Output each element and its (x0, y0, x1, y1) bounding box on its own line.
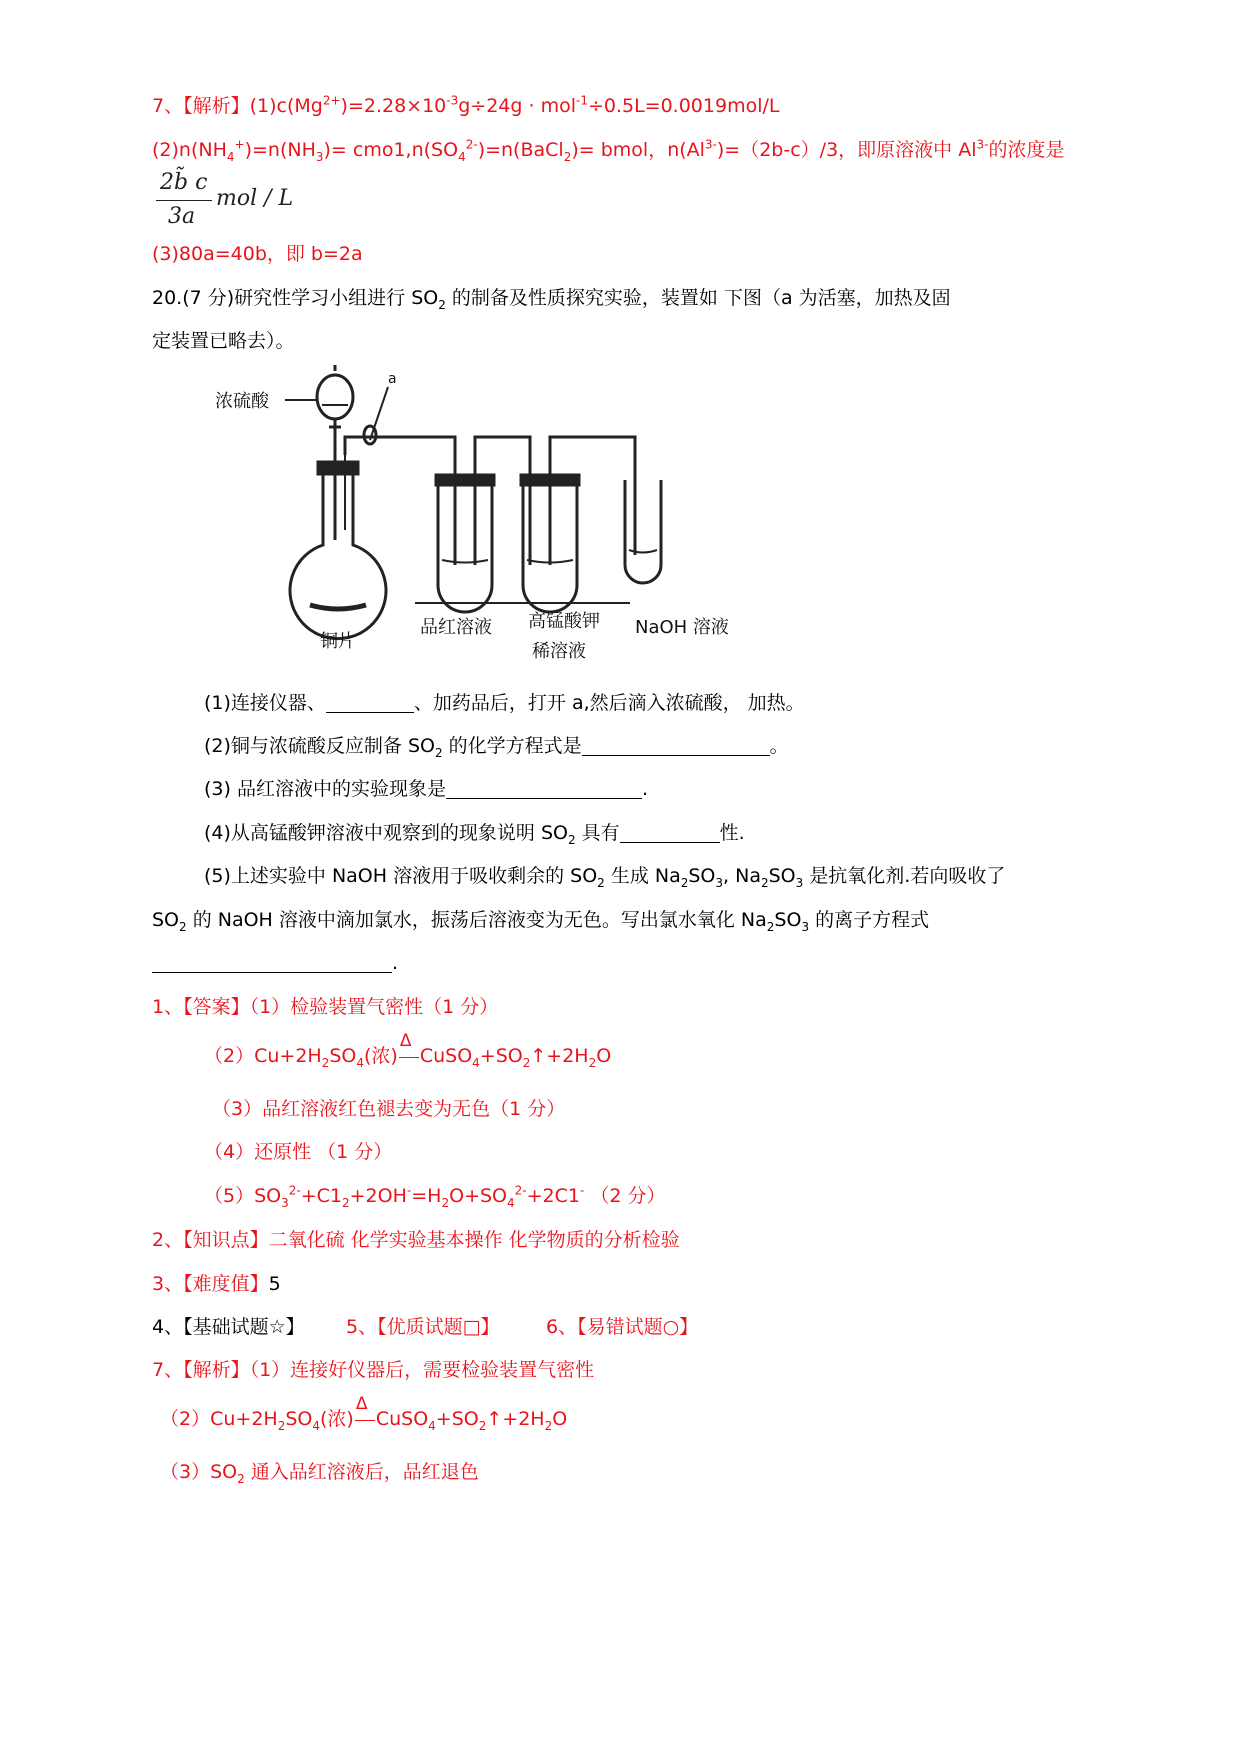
sub-question-1: (1)连接仪器、 、加药品后，打开 a,然后滴入浓硫酸， 加热。 (204, 692, 805, 714)
question-stem-line-2: 定装置已略去）。 (152, 330, 295, 352)
heating-arrow-2: Δ (354, 1406, 376, 1432)
error-prone-question-tag: 6、【易错试题○】 (546, 1316, 699, 1338)
funnel-bulb (317, 375, 353, 419)
explanation-1: 7、【解析】（1）连接好仪器后，需要检验装置气密性 (152, 1359, 595, 1381)
label-kmno4-1: 高锰酸钾 (528, 611, 600, 632)
label-pinhong: 品红溶液 (420, 617, 492, 638)
basic-question-tag: 4、【基础试题☆】 (152, 1316, 305, 1338)
sub-question-5-line-2: $SO_2$ 的 NaOH 溶液中滴加氯水，振荡后溶液变为无色。写出氯水氧化 $Na_2SO_3$ 的离子方程式 (152, 909, 930, 934)
prev-analysis-line-3: (3)80a=40b，即 b=2a (152, 243, 363, 265)
apparatus-figure (210, 365, 770, 665)
answer-2: $(2)Cu+2H_2SO_4$(浓) Δ $CuSO_4+SO_2↑+2H_2O$ (204, 1031, 612, 1070)
sub-question-3: (3) 品红溶液中的实验现象是 . (204, 778, 649, 800)
answer-blank-3[interactable] (446, 778, 642, 799)
difficulty: 3、【难度值】5 (152, 1273, 281, 1295)
explanation-2: $(2)Cu+2H_2SO_4$(浓) Δ $CuSO_4+SO_2↑+2H_2O$ (160, 1394, 568, 1433)
prev-analysis-line-2: $(2)n(NH_4^+)=n(NH_3)=$ $cmo1,n(SO_4^{2-})=n(BaCl_2)=$ bmol，$n(Al^{3-})=(2b-c)/3$，即原溶液中 $Al^{3-}$的浓度是 (152, 137, 1065, 164)
test-tube-naoh (625, 480, 661, 583)
answer-blank-2[interactable] (582, 735, 770, 756)
sub-question-5-line-1: (5)上述实验中 NaOH 溶液用于吸收剩余的 $SO_2$ 生成 $Na_2SO_3$, $Na_2SO_3$ 是抗氧化剂.若向吸收了 (204, 865, 1006, 890)
question-stem-line-1: 20.(7 分)研究性学习小组进行 $SO_2$ 的制备及性质探究实验，装置如 下图（a 为活塞，加热及固 (152, 287, 951, 312)
quality-question-tag: 5、【优质试题□】 (346, 1316, 500, 1338)
answer-3: （3）品红溶液红色褪去变为无色（1 分） (212, 1098, 566, 1120)
knowledge-points: 2、【知识点】二氧化硫 化学实验基本操作 化学物质的分析检验 (152, 1229, 680, 1251)
sub-question-5-line-3: . (152, 950, 398, 976)
answer-1: 1、【答案】（1）检验装置气密性（1 分） (152, 996, 499, 1018)
fraction-numerator: 2b̃ c (160, 170, 208, 195)
fraction-bar (156, 200, 212, 201)
answer-blank-5[interactable] (152, 952, 392, 973)
label-acid: 浓硫酸 (215, 391, 269, 412)
sub-question-4: (4)从高锰酸钾溶液中观察到的现象说明 $SO_2$ 具有 性. (204, 822, 745, 847)
label-valve-a: a (388, 371, 397, 387)
label-naoh: NaOH 溶液 (635, 617, 729, 638)
sub-question-2: (2)铜与浓硫酸反应制备 $SO_2$ 的化学方程式是 。 (204, 735, 789, 760)
answer-blank-1[interactable] (326, 692, 414, 713)
round-bottom-flask (290, 465, 386, 639)
answer-5: $(5)SO_3^{2-}+C1_2+2OH^-=H_2O+SO_4^{2-}+2C1^-$ （2 分） (204, 1183, 666, 1210)
label-kmno4-2: 稀溶液 (532, 641, 586, 662)
answer-4: （4）还原性 （1 分） (204, 1141, 393, 1163)
test-tube-pinhong (438, 480, 492, 612)
heating-arrow: Δ (398, 1043, 420, 1069)
fraction-unit: mol / L (216, 186, 294, 211)
prev-analysis-line-1: 7、【解析】$(1)c(Mg^{2+})=2.28\times 10^{-3}g\div 24g \cdot mol^{-1}\div 0.5L=0.0019mol/L$ (152, 93, 780, 117)
answer-blank-4[interactable] (620, 822, 720, 843)
explanation-3: $(3)SO_2$ 通入品红溶液后，品红退色 (160, 1461, 479, 1486)
fraction-denominator: 3a (168, 204, 196, 229)
label-copper: 铜片 (320, 631, 356, 652)
